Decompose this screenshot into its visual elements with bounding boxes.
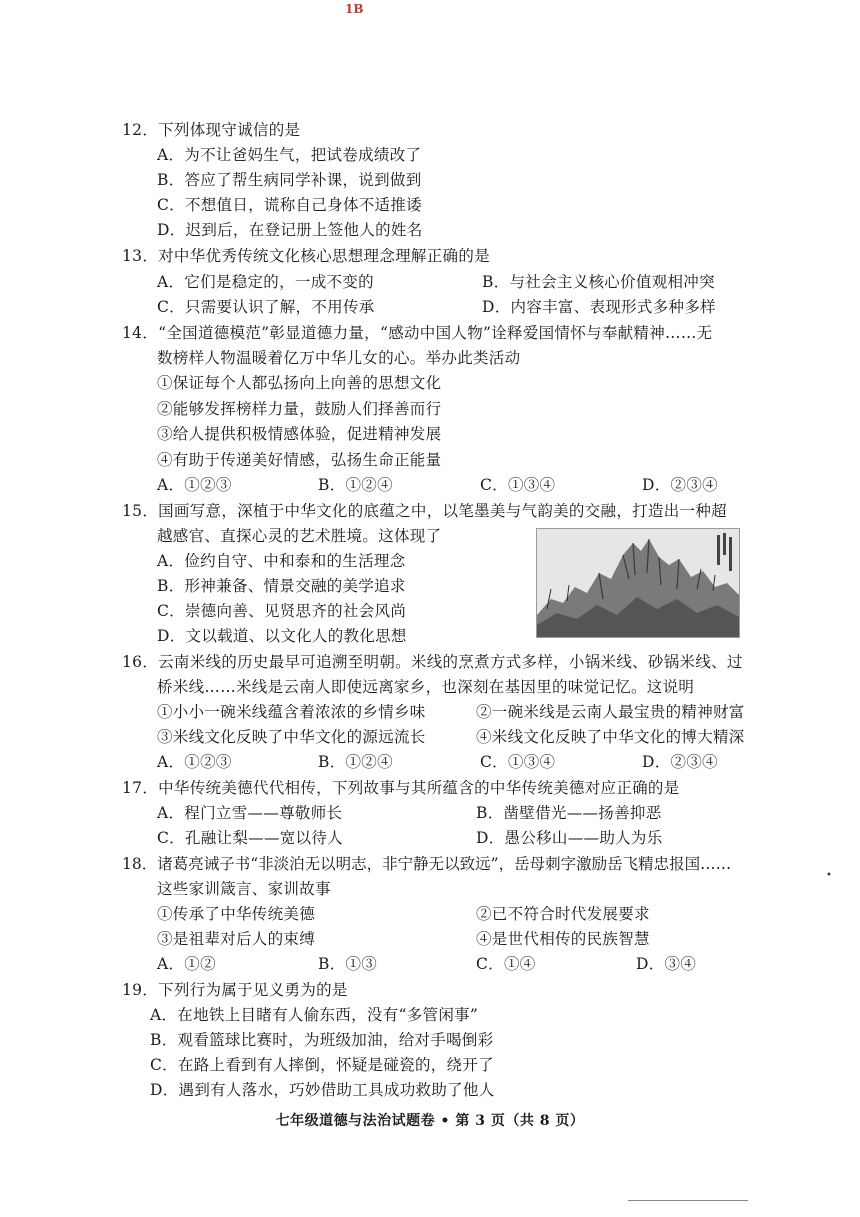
q16-option-a: A．①②③ xyxy=(157,753,232,771)
q16-option-c: C．①③④ xyxy=(480,753,556,771)
q18-stem-line2: 这些家训箴言、家训故事 xyxy=(157,880,331,898)
q13-stem: 13．对中华优秀传统文化核心思想理念理解正确的是 xyxy=(122,247,490,265)
page-footer: 七年级道德与法治试题卷 • 第 3 页（共 8 页） xyxy=(275,1113,585,1129)
q14-option-d: D．②③④ xyxy=(642,476,718,494)
q14-option-c: C．①③④ xyxy=(480,476,556,494)
q18-option-a: A．①② xyxy=(157,955,216,973)
q18-statement-4: ④是世代相传的民族智慧 xyxy=(476,930,650,948)
q18-option-c: C．①④ xyxy=(476,955,536,973)
q15-option-d: D．文以载道、以文化人的教化思想 xyxy=(157,627,407,645)
q17-option-c: C．孔融让梨——宽以待人 xyxy=(157,829,343,847)
q14-statement-3: ③给人提供积极情感体验，促进精神发展 xyxy=(157,425,442,443)
q15-option-a: A．俭约自守、中和泰和的生活理念 xyxy=(157,552,406,570)
q13-option-c: C．只需要认识了解，不用传承 xyxy=(157,298,375,316)
q16-statement-1: ①小小一碗米线蕴含着浓浓的乡情乡味 xyxy=(157,703,426,721)
q15-stem-line2: 越感官、直探心灵的艺术胜境。这体现了 xyxy=(157,527,442,545)
q16-statement-2: ②一碗米线是云南人最宝贵的精神财富 xyxy=(476,703,745,721)
q14-statement-1: ①保证每个人都弘扬向上向善的思想文化 xyxy=(157,374,442,392)
q12-stem: 12．下列体现守诚信的是 xyxy=(122,121,301,139)
q19-option-c: C．在路上看到有人摔倒，怀疑是碰瓷的，绕开了 xyxy=(150,1056,494,1074)
q14-statement-4: ④有助于传递美好情感，弘扬生命正能量 xyxy=(157,451,442,469)
q17-option-a: A．程门立雪——尊敬师长 xyxy=(157,804,343,822)
q18-stem-line1: 18．诸葛亮诫子书“非淡泊无以明志，非宁静无以致远”，岳母刺字激励岳飞精忠报国…… xyxy=(122,855,732,873)
q12-option-d: D．迟到后，在登记册上签他人的姓名 xyxy=(157,221,423,239)
q15-option-c: C．崇德向善、见贤思齐的社会风尚 xyxy=(157,602,407,620)
q12-option-c: C．不想值日，谎称自己身体不适推诿 xyxy=(157,196,422,214)
q18-statement-3: ③是祖辈对后人的束缚 xyxy=(157,930,316,948)
q17-option-b: B．凿壁借光——扬善抑恶 xyxy=(476,804,662,822)
q16-stem-line2: 桥米线……米线是云南人即使远离家乡，也深刻在基因里的味觉记忆。这说明 xyxy=(157,678,695,696)
q16-statement-3: ③米线文化反映了中华文化的源远流长 xyxy=(157,728,426,746)
header-mark: 1B xyxy=(345,2,364,16)
scan-edge-line xyxy=(628,1200,748,1201)
q17-stem: 17．中华传统美德代代相传，下列故事与其所蕴含的中华传统美德对应正确的是 xyxy=(122,779,680,797)
q18-statement-2: ②已不符合时代发展要求 xyxy=(476,905,650,923)
q14-statement-2: ②能够发挥榜样力量，鼓励人们择善而行 xyxy=(157,400,442,418)
q13-option-a: A．它们是稳定的，一成不变的 xyxy=(157,273,374,291)
q12-option-b: B．答应了帮生病同学补课，说到做到 xyxy=(157,171,422,189)
q19-option-a: A．在地铁上目睹有人偷东西，没有“多管闲事” xyxy=(150,1006,479,1024)
q17-option-d: D．愚公移山——助人为乐 xyxy=(476,829,663,847)
q16-stem-line1: 16．云南米线的历史最早可追溯至明朝。米线的烹煮方式多样，小锅米线、砂锅米线、过 xyxy=(122,653,743,671)
q18-option-b: B．①③ xyxy=(318,955,378,973)
q19-stem: 19．下列行为属于见义勇为的是 xyxy=(122,981,348,999)
q14-option-a: A．①②③ xyxy=(157,476,232,494)
q13-option-b: B．与社会主义核心价值观相冲突 xyxy=(482,273,715,291)
scan-speck: • xyxy=(826,870,832,881)
q16-option-d: D．②③④ xyxy=(642,753,718,771)
q18-statement-1: ①传承了中华传统美德 xyxy=(157,905,316,923)
q14-stem-line2: 数榜样人物温暖着亿万中华儿女的心。举办此类活动 xyxy=(157,349,521,367)
landscape-painting-icon xyxy=(536,528,740,638)
q16-statement-4: ④米线文化反映了中华文化的博大精深 xyxy=(476,728,745,746)
q15-stem-line1: 15．国画写意，深植于中华文化的底蕴之中，以笔墨美与气韵美的交融，打造出一种超 xyxy=(122,502,727,520)
q13-option-d: D．内容丰富、表现形式多种多样 xyxy=(482,298,716,316)
q15-option-b: B．形神兼备、情景交融的美学追求 xyxy=(157,577,406,595)
q16-option-b: B．①②④ xyxy=(318,753,393,771)
q14-stem-line1: 14．“全国道德模范”彰显道德力量，“感动中国人物”诠释爱国情怀与奉献精神……无 xyxy=(122,324,713,342)
q19-option-d: D．遇到有人落水，巧妙借助工具成功救助了他人 xyxy=(150,1081,495,1099)
q18-option-d: D．③④ xyxy=(636,955,697,973)
q12-option-a: A．为不让爸妈生气，把试卷成绩改了 xyxy=(157,146,422,164)
q19-option-b: B．观看篮球比赛时，为班级加油，给对手喝倒彩 xyxy=(150,1031,494,1049)
q14-option-b: B．①②④ xyxy=(318,476,393,494)
